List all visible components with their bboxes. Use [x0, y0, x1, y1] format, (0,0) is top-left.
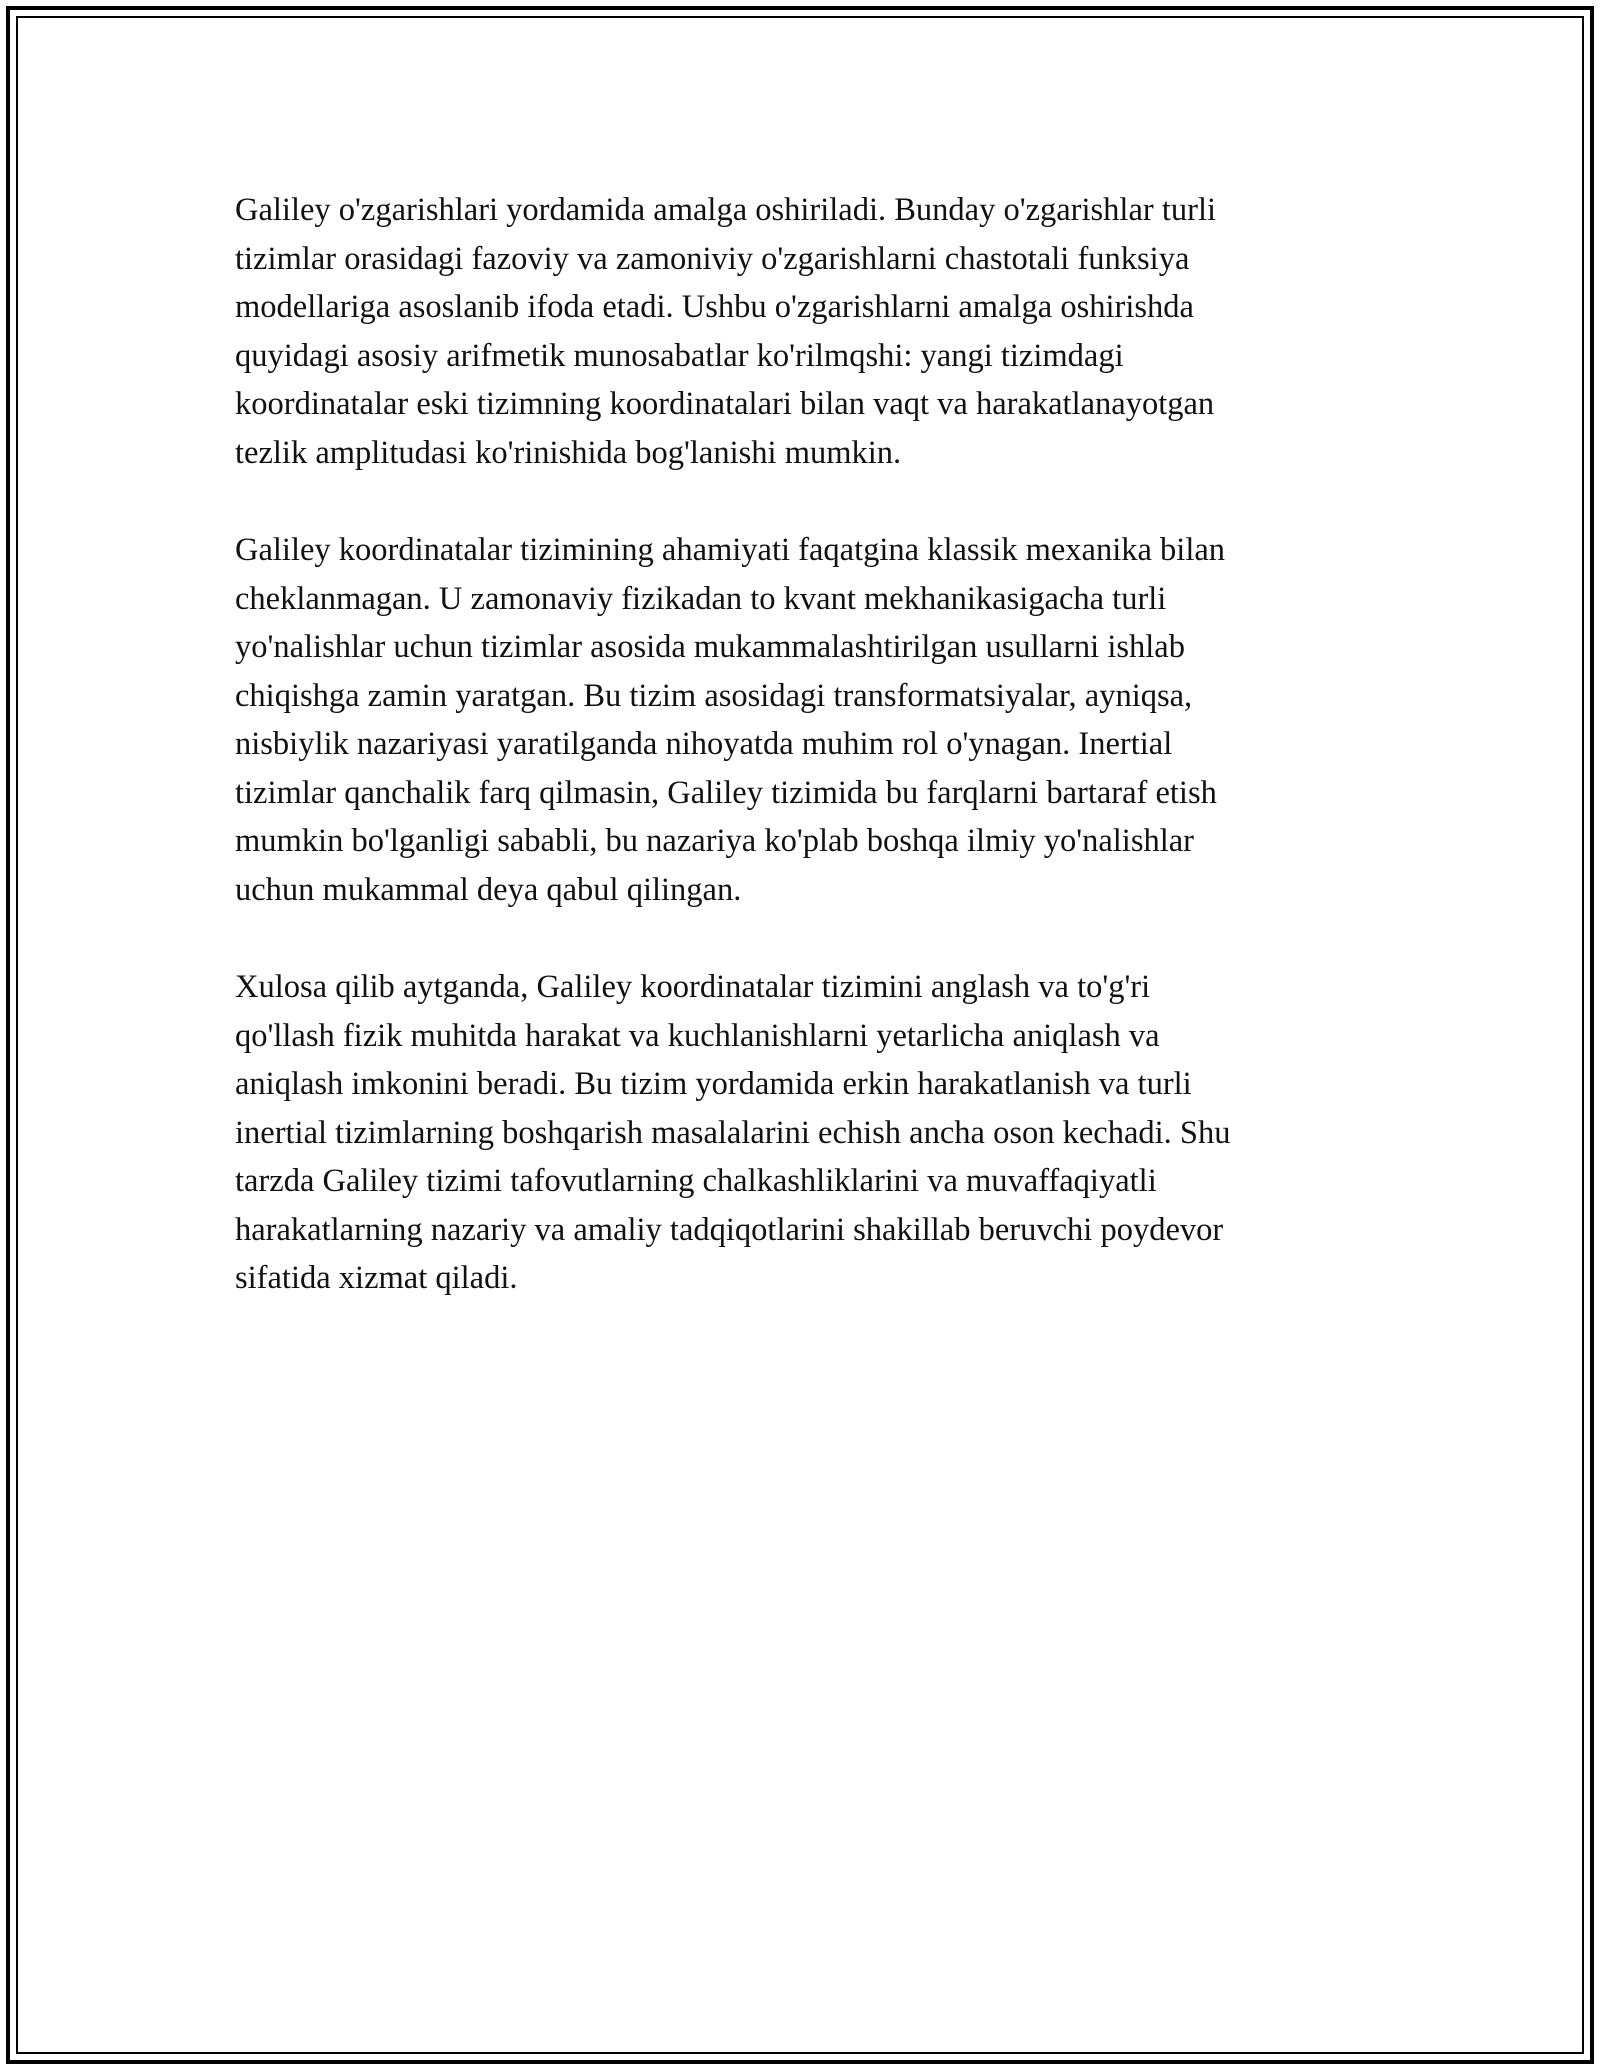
paragraph-line: inertial tizimlarning boshqarish masalalarini echish ancha oson kechadi. Shu — [235, 1114, 1231, 1151]
paragraph-line: cheklanmagan. U zamonaviy fizikadan to kvant mekhanikasigacha turli — [235, 580, 1167, 617]
document-body — [235, 186, 1365, 1303]
paragraph-line: Galiley koordinatalar tizimining ahamiyati faqatgina klassik mexanika bilan — [235, 532, 1226, 568]
paragraph-line: yo'nalishlar uchun tizimlar asosida mukammalashtirilgan usullarni ishlab — [235, 629, 1185, 665]
paragraph-line: nisbiylik nazariyasi yaratilganda nihoyatda muhim rol o'ynagan. Inertial — [235, 726, 1173, 762]
paragraph-line: tizimlar orasidagi fazoviy va zamoniviy o'zgarishlarni chastotali funksiya — [235, 240, 1190, 277]
paragraph-line: qo'llash fizik muhitda harakat va kuchlanishlarni yetarlicha aniqlash va — [235, 1017, 1160, 1054]
paragraph-line: uchun mukammal deya qabul qilingan. — [235, 871, 742, 908]
paragraph-line: aniqlash imkonini beradi. Bu tizim yordamida erkin harakatlanish va turli — [235, 1066, 1192, 1102]
paragraph-line: tezlik amplitudasi ko'rinishida bog'lanishi mumkin. — [235, 434, 902, 471]
paragraph-line: quyidagi asosiy arifmetik munosabatlar ko'rilmqshi: yangi tizimdagi — [235, 337, 1124, 374]
paragraph-1 — [235, 186, 1365, 477]
paragraph-line: tizimlar qanchalik farq qilmasin, Galiley tizimida bu farqlarni bartaraf etish — [235, 774, 1217, 811]
paragraph-line: mumkin bo'lganligi sababli, bu nazariya ko'plab boshqa ilmiy yo'nalishlar — [235, 823, 1194, 859]
paragraph-line: koordinatalar eski tizimning koordinatalari bilan vaqt va harakatlanayotgan — [235, 386, 1215, 422]
paragraph-line: chiqishga zamin yaratgan. Bu tizim asosidagi transformatsiyalar, ayniqsa, — [235, 677, 1193, 714]
paragraph-2 — [235, 526, 1365, 914]
paragraph-line: sifatida xizmat qiladi. — [235, 1260, 518, 1296]
paragraph-line: Galiley o'zgarishlari yordamida amalga oshiriladi. Bunday o'zgarishlar turli — [235, 192, 1216, 228]
paragraph-line: Xulosa qilib aytganda, Galiley koordinatalar tizimini anglash va to'g'ri — [235, 969, 1151, 1005]
paragraph-line: tarzda Galiley tizimi tafovutlarning chalkashliklarini va muvaffaqiyatli — [235, 1163, 1157, 1199]
paragraph-line: modellariga asoslanib ifoda etadi. Ushbu o'zgarishlarni amalga oshirishda — [235, 289, 1194, 325]
paragraph-3 — [235, 963, 1365, 1303]
paragraph-line: harakatlarning nazariy va amaliy tadqiqotlarini shakillab beruvchi poydevor — [235, 1211, 1224, 1248]
